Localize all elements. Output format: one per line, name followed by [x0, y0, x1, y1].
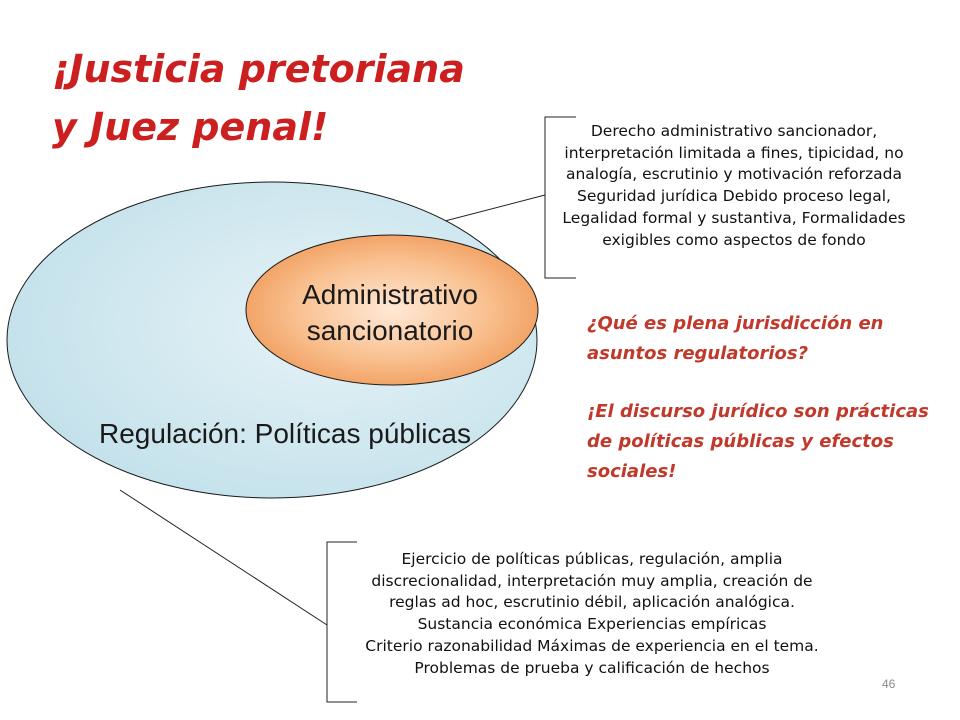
outer-oval-label: Regulación: Políticas públicas [99, 418, 471, 449]
callout-top-text [540, 121, 928, 251]
callout-bottom-line: discrecionalidad, interpretación muy amplia, creación de [371, 571, 813, 590]
callout-bottom-line: Criterio razonabilidad Máximas de experiencia en el tema. [365, 636, 819, 655]
callout-bottom-line: Problemas de prueba y calificación de hechos [414, 658, 770, 677]
statement-discurso-juridico [587, 397, 955, 487]
page-number: 46 [882, 677, 896, 691]
question-line: asuntos regulatorios? [587, 343, 809, 364]
callout-bottom-text [322, 549, 862, 679]
slide-title-line-1: ¡Justicia pretoriana [52, 47, 465, 91]
slide-title-line-2: y Juez penal! [52, 105, 329, 149]
callout-bottom-line: Ejercicio de políticas públicas, regulación, amplia [401, 550, 783, 568]
statement-line: de políticas públicas y efectos [587, 431, 894, 452]
callout-bottom-line: reglas ad hoc, escrutinio débil, aplicación analógica. [389, 593, 795, 612]
statement-line: sociales! [587, 461, 677, 482]
statement-line: ¡El discurso jurídico son prácticas [587, 401, 929, 422]
callout-top-line: analogía, escrutinio y motivación reforzada [565, 165, 902, 184]
callout-top-line: Seguridad jurídica Debido proceso legal, [577, 187, 891, 206]
callout-top-line: interpretación limitada a fines, tipicidad, no [564, 143, 904, 162]
question-plena-jurisdiccion [587, 309, 937, 369]
inner-oval-label [245, 277, 535, 349]
callout-top-line: Legalidad formal y sustantiva, Formalidades [562, 208, 906, 227]
connector-bottom-line [120, 490, 327, 625]
callout-top-line: exigibles como aspectos de fondo [602, 230, 866, 249]
inner-oval-label-line-1: Administrativo [302, 279, 478, 310]
callout-top-line: Derecho administrativo sancionador, [590, 122, 878, 140]
question-line: ¿Qué es plena jurisdicción en [587, 313, 884, 334]
callout-bottom-line: Sustancia económica Experiencias empíricas [417, 615, 767, 634]
inner-oval-label-line-2: sancionatorio [306, 315, 474, 346]
